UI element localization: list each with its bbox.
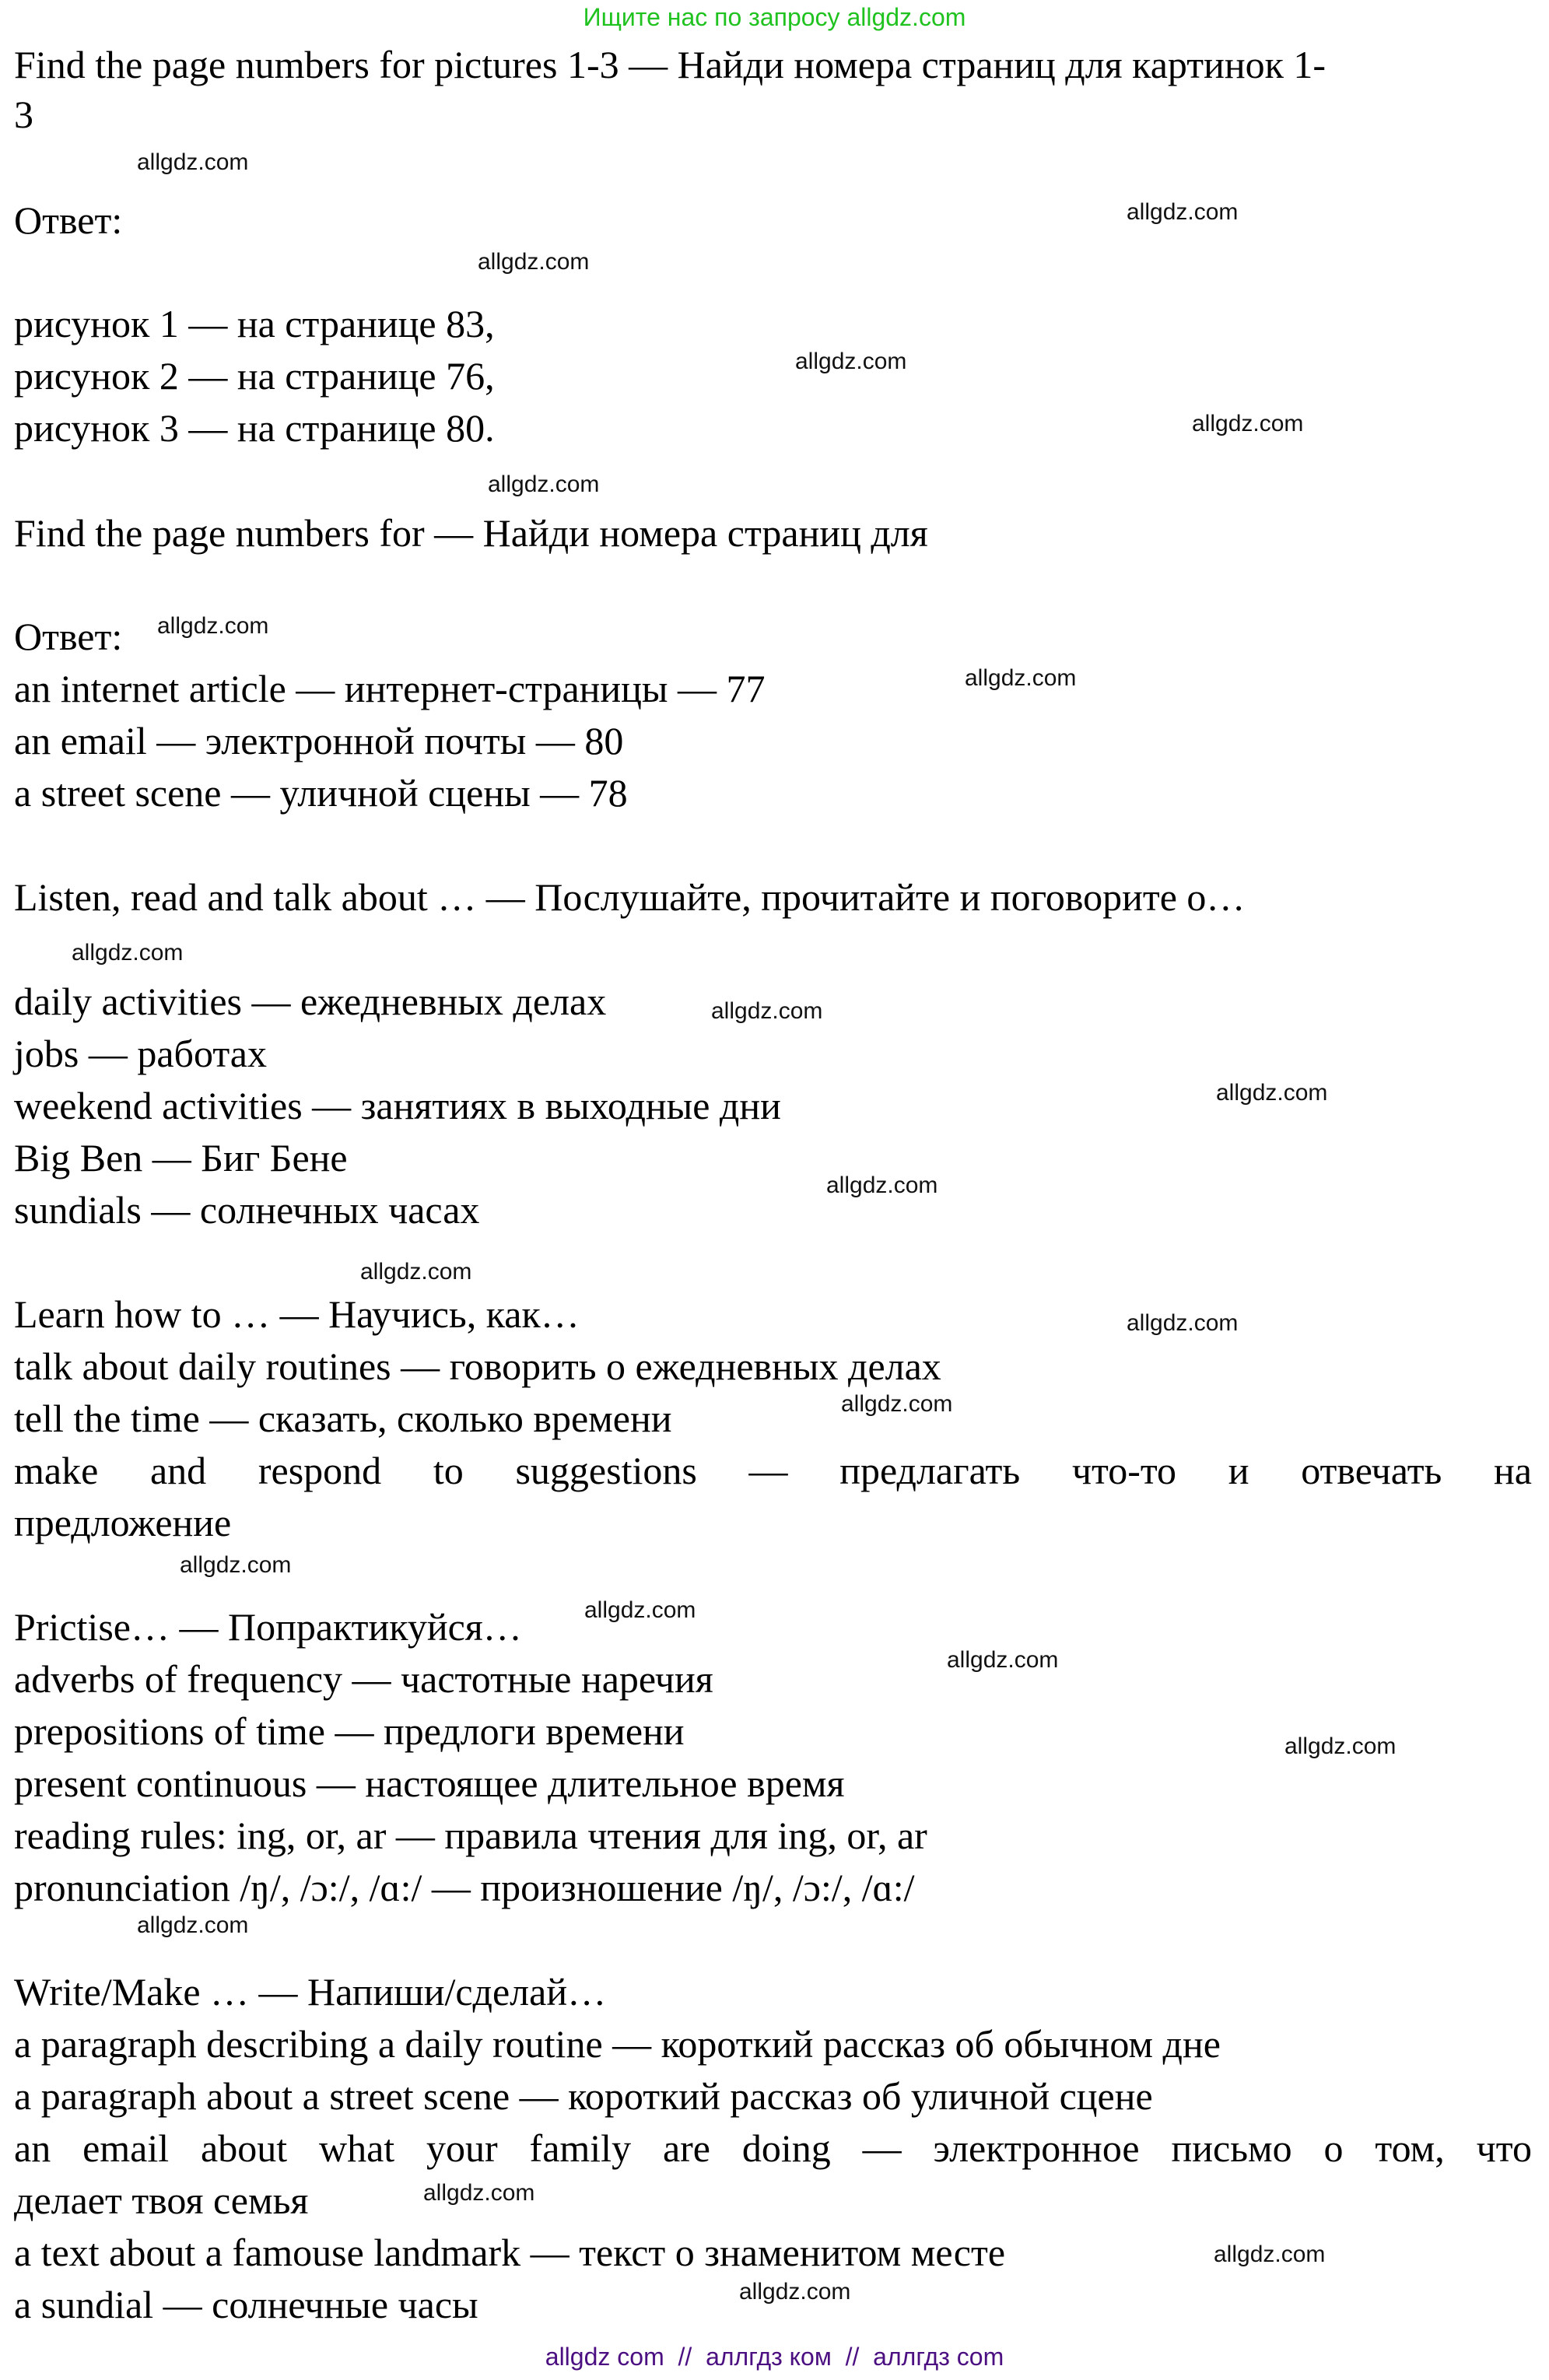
list-item: a sundial — солнечные часы xyxy=(14,2283,478,2326)
list-item-cont: предложение xyxy=(14,1501,232,1544)
section-6-title: Write/Make … — Напиши/сделай… xyxy=(14,1970,607,2014)
answer-line: an email — электронной почты — 80 xyxy=(14,719,624,762)
watermark: allgdz.com xyxy=(947,1647,1059,1673)
watermark: allgdz.com xyxy=(584,1597,696,1623)
watermark: allgdz.com xyxy=(841,1391,953,1417)
list-item: sundials — солнечных часах xyxy=(14,1188,480,1232)
search-banner: Ищите нас по запросу allgdz.com xyxy=(583,3,966,31)
section-2-answer-label: Ответ: xyxy=(14,615,123,658)
watermark: allgdz.com xyxy=(1127,1310,1239,1336)
answer-line: a street scene — уличной сцены — 78 xyxy=(14,771,628,815)
watermark: allgdz.com xyxy=(1216,1080,1328,1106)
watermark: allgdz.com xyxy=(1127,199,1239,225)
watermark: allgdz.com xyxy=(157,613,269,639)
watermark: allgdz.com xyxy=(711,998,823,1024)
list-item: make and respond to suggestions — предлагать что-то и отвечать на xyxy=(14,1449,1532,1492)
list-item-cont: делает твоя семья xyxy=(14,2178,309,2222)
answer-line: рисунок 2 — на странице 76, xyxy=(14,354,495,398)
section-1-title: Find the page numbers for pictures 1-3 — Найди номера страниц для картинок 1- xyxy=(14,43,1326,86)
watermark: allgdz.com xyxy=(795,349,907,374)
watermark: allgdz.com xyxy=(739,2279,851,2305)
watermark: allgdz.com xyxy=(488,471,600,497)
watermark: allgdz.com xyxy=(423,2180,535,2206)
section-3-title: Listen, read and talk about … — Послушайте, прочитайте и поговорите о… xyxy=(14,875,1246,919)
list-item: Big Ben — Биг Бене xyxy=(14,1136,348,1179)
watermark: allgdz.com xyxy=(137,1912,249,1938)
watermark: allgdz.com xyxy=(72,940,184,966)
list-item: prepositions of time — предлоги времени xyxy=(14,1709,685,1753)
answer-line: an internet article — интернет-страницы — 77 xyxy=(14,667,766,710)
list-item: tell the time — сказать, сколько времени xyxy=(14,1397,672,1440)
watermark: allgdz.com xyxy=(1284,1733,1397,1759)
watermark: allgdz.com xyxy=(1214,2242,1326,2267)
section-1-answer-label: Ответ: xyxy=(14,198,123,242)
watermark: allgdz.com xyxy=(1192,411,1304,436)
watermark: allgdz.com xyxy=(478,249,590,275)
section-5-title: Prictise… — Попрактикуйся… xyxy=(14,1605,522,1649)
list-item: jobs — работах xyxy=(14,1032,267,1075)
watermark: allgdz.com xyxy=(965,665,1077,691)
list-item: reading rules: ing, or, ar — правила чтения для ing, or, ar xyxy=(14,1814,927,1857)
answer-line: рисунок 3 — на странице 80. xyxy=(14,406,495,450)
list-item: a paragraph about a street scene — короткий рассказ об уличной сцене xyxy=(14,2074,1153,2118)
watermark: allgdz.com xyxy=(180,1552,292,1578)
list-item: a paragraph describing a daily routine — короткий рассказ об обычном дне xyxy=(14,2022,1221,2066)
answer-line: рисунок 1 — на странице 83, xyxy=(14,302,495,345)
watermark: allgdz.com xyxy=(826,1172,938,1198)
list-item: weekend activities — занятиях в выходные дни xyxy=(14,1084,781,1127)
list-item: pronunciation /ŋ/, /ɔ:/, /ɑ:/ — произношение /ŋ/, /ɔ:/, /ɑ:/ xyxy=(14,1866,915,1909)
watermark: allgdz.com xyxy=(360,1259,472,1285)
watermark: allgdz.com xyxy=(137,149,249,175)
list-item: talk about daily routines — говорить о ежедневных делах xyxy=(14,1344,941,1388)
section-2-title: Find the page numbers for — Найди номера страниц для xyxy=(14,511,928,555)
list-item: a text about a famouse landmark — текст о знаменитом месте xyxy=(14,2231,1006,2274)
list-item: an email about what your family are doing — электронное письмо о том, что xyxy=(14,2126,1532,2170)
list-item: daily activities — ежедневных делах xyxy=(14,980,607,1023)
list-item: adverbs of frequency — частотные наречия xyxy=(14,1657,713,1701)
section-4-title: Learn how to … — Научись, как… xyxy=(14,1292,580,1336)
footer-watermark: allgdz com // аллгдз ком // аллгдз com xyxy=(545,2343,1004,2371)
section-1-title-cont: 3 xyxy=(14,93,33,136)
list-item: present continuous — настоящее длительное время xyxy=(14,1761,845,1805)
